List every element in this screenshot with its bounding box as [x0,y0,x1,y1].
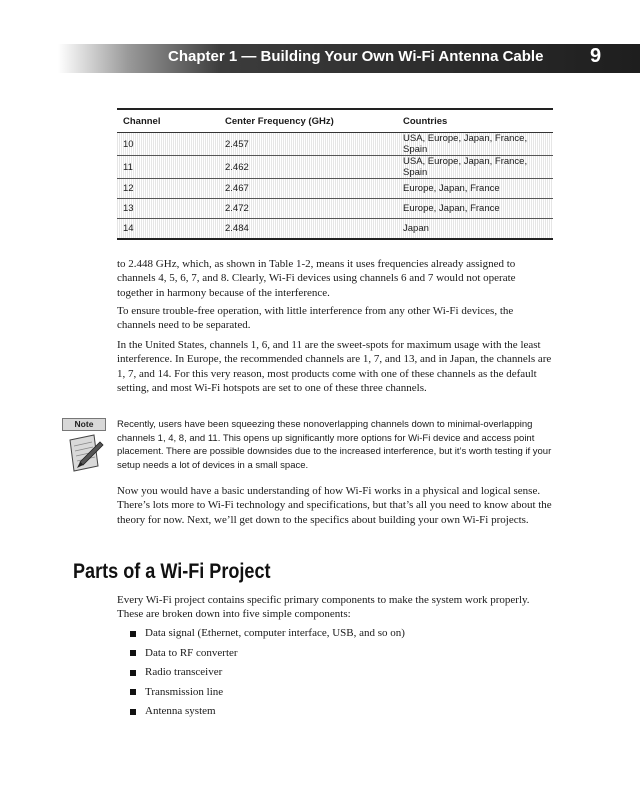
cell-frequency: 2.472 [219,199,397,219]
list-item-text: Data signal (Ethernet, computer interface, USB, and so on) [145,627,405,639]
bullet-icon [130,670,136,676]
cell-frequency: 2.467 [219,179,397,199]
note-text: Recently, users have been squeezing these nonoverlapping channels down to minimal-overlapping channels 1, 4, 8, and 11. This opens up significantly more options for Wi-Fi device and access point placement. There are possible downsides due to the increased interference, but it’s worth testing if your setup needs a lot of devices in a small space. [117,419,552,471]
cell-countries: Europe, Japan, France [397,199,553,219]
channel-frequency-table [117,108,553,240]
note-label: Note [62,418,106,431]
table-row [117,219,553,240]
bullet-icon [130,709,136,715]
body-paragraph: Now you would have a basic understanding of how Wi-Fi works in a physical and logical sense. There’s lots more to Wi-Fi technology and specifications, but that’s all you need to know about the theory for now. Next, we’ll get down to the specifics about building your own Wi-Fi projects. [117,485,552,526]
list-item [130,702,405,722]
cell-channel: 11 [117,156,219,179]
column-header-frequency: Center Frequency (GHz) [225,115,334,127]
table-row [117,133,553,156]
list-item [130,663,405,683]
cell-channel: 13 [117,199,219,219]
list-item [130,624,405,644]
cell-channel: 14 [117,219,219,240]
chapter-title: Chapter 1 — Building Your Own Wi-Fi Antenna Cable [168,48,544,65]
list-item-text: Transmission line [145,685,224,698]
body-paragraph: To ensure trouble-free operation, with little interference from any other Wi-Fi devices, the channels need to be separated. [117,305,514,332]
cell-channel: 12 [117,179,219,199]
list-item-text: Radio transceiver [145,666,223,678]
body-paragraph: to 2.448 GHz, which, as shown in Table 1-2, means it uses frequencies already assigned to channels 4, 5, 6, 7, and 8. Clearly, Wi-Fi devices using channels 6 and 7 would not operate together in harmony because of the interference. [117,258,516,299]
list-item [130,644,405,664]
list-item [130,683,405,703]
section-heading: Parts of a Wi-Fi Project [73,560,271,583]
table-row [117,199,553,219]
column-header-channel: Channel [123,115,161,127]
note-callout [62,418,106,476]
bullet-icon [130,631,136,637]
bullet-icon [130,689,136,695]
cell-countries: USA, Europe, Japan, France, Spain [397,156,553,179]
page-number: 9 [590,45,602,67]
table-row [117,156,553,179]
cell-countries: USA, Europe, Japan, France, Spain [397,133,553,156]
components-list [130,624,405,722]
cell-frequency: 2.462 [219,156,397,179]
column-header-countries: Countries [403,115,448,127]
cell-channel: 10 [117,133,219,156]
table-row [117,179,553,199]
note-pencil-icon [64,432,104,474]
body-paragraph: Every Wi-Fi project contains specific primary components to make the system work properly. These are broken down into five simple components: [117,594,530,621]
cell-countries: Japan [397,219,553,240]
bullet-icon [130,650,136,656]
list-item-text: Data to RF converter [145,646,238,659]
list-item-text: Antenna system [145,705,216,717]
body-paragraph: In the United States, channels 1, 6, and 11 are the sweet-spots for maximum usage with the least interference. In Europe, the recommended channels are 1, 7, and 13, and in Japan, the channels are 1, 7, and 14. For this very reason, most products come with one of these channels as the default setting, and most Wi-Fi hotspots are set to one of these three channels. [117,339,552,394]
cell-countries: Europe, Japan, France [397,179,553,199]
cell-frequency: 2.457 [219,133,397,156]
table-header-row [117,109,553,133]
cell-frequency: 2.484 [219,219,397,240]
